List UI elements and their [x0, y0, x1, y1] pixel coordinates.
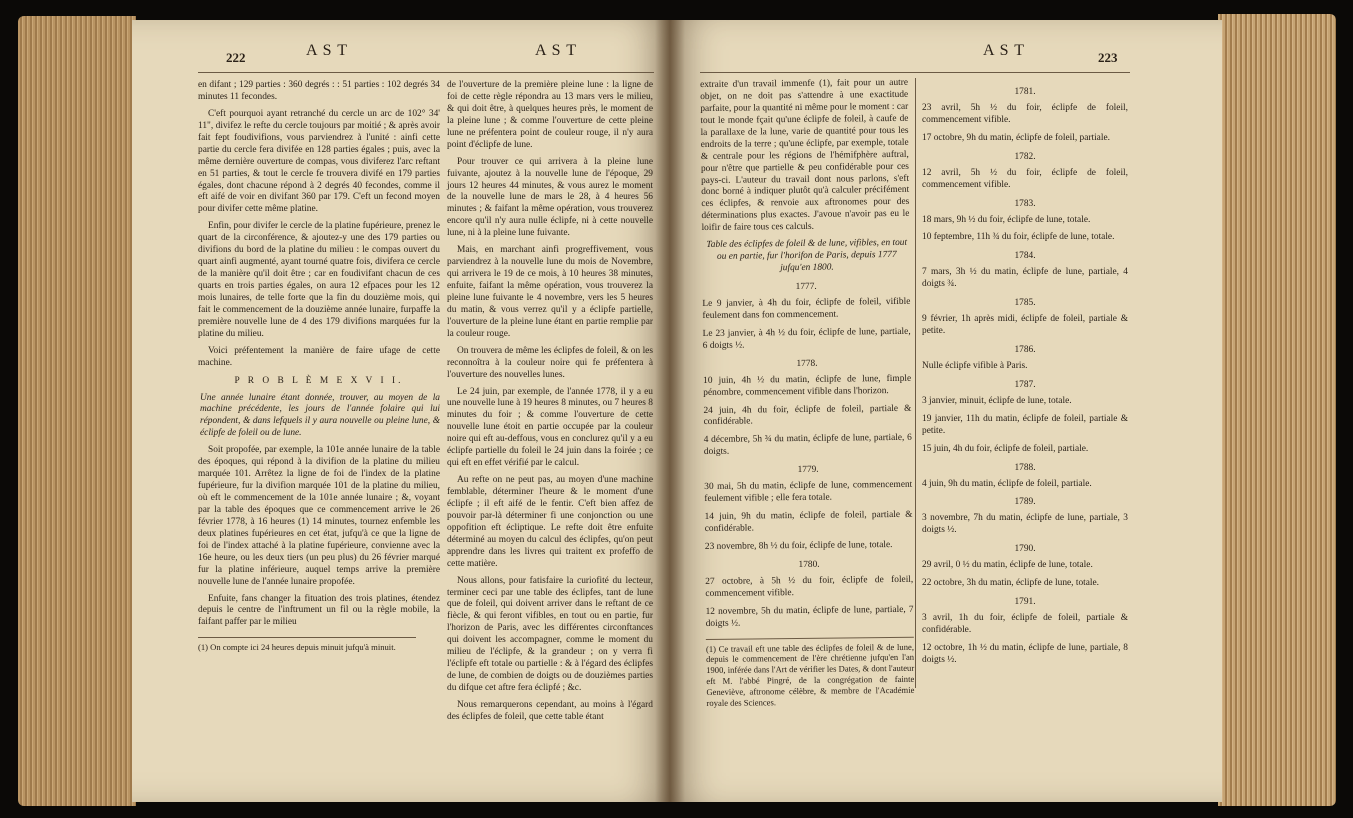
- eclipse-entry: 10 feptembre, 11h ¾ du foir, éclipfe de lune, totale.: [922, 232, 1115, 243]
- problem-title: P R O B L È M E X V I I.: [234, 375, 404, 386]
- eclipse-entry: 23 novembre, 8h ½ du foir, éclipfe de lune, totale.: [704, 539, 893, 552]
- paragraph: Mais, en marchant ainfi progreffivement, vous parviendrez à la nouvelle lune du mois de Novembre, qui arrivera le 19 de ce mois, à 10 heures 38 minutes, enfuite, faifant la même opération, vous trouverez la pleine lune fuivante le 4 novembre, vers les 5 heures du matin, & vous verrez qu'il y a éclipfe partielle, l'ouverture de la pleine lune étant en partie remplie par la couleur rouge.: [447, 245, 653, 339]
- running-header-left: A S T: [306, 42, 349, 59]
- table-year: 1791.: [1014, 597, 1036, 608]
- paragraph: Nous remarquerons cependant, au moins à l'égard des éclipfes de foleil, que cette table étant: [447, 699, 653, 722]
- table-year: 1785.: [1014, 298, 1036, 309]
- eclipse-table-part-1: [702, 281, 914, 631]
- page-edges-right: [1218, 14, 1336, 806]
- eclipse-entry: 12 novembre, 5h du matin, éclipfe de lune, partiale, 7 doigts ½.: [705, 604, 914, 629]
- table-year: 1784.: [1014, 251, 1036, 262]
- paragraph: Nous allons, pour fatisfaire la curiofité du lecteur, terminer ceci par une table des éclipfes, tant de lune que de foleil, qui doivent arriver dans le reftant de ce fiècle, & qui feront vifibles, en tout ou en partie, fur l'horizon de Paris, avec les différentes circonftances qui doivent les accompagner, comme le moment du milieu de l'éclipfe, & la grandeur ; on y verra fi l'éclipfe eft totale ou partielle : & à l'égard des éclipfes de lune, de combien de doigts ou de douzièmes parties du difque cet aftre fera éclipfé ; &c.: [447, 575, 653, 693]
- table-year: 1780.: [798, 559, 820, 570]
- page-edges-left: [18, 16, 136, 806]
- eclipse-entry: 10 juin, 4h ½ du matin, éclipfe de lune, fimple pénombre, commencement vifible dans l'horizon.: [703, 373, 912, 398]
- eclipse-entry: 24 juin, 4h du foir, éclipfe de foleil, partiale & confidérable.: [703, 403, 912, 428]
- right-column-1: [700, 78, 915, 714]
- paragraph: de l'ouverture de la première pleine lune : la ligne de foi de cette règle répondra au 13 mars vers le milieu, & qui doit être, à quelques heures près, le moment de la pleine lune ; & comme l'ouverture de cette pleine lune ne préfentera point de couleur rouge, il n'y aura point d'éclipfe de lune.: [447, 80, 653, 150]
- eclipse-entry: 7 mars, 3h ½ du matin, éclipfe de lune, partiale, 4 doigts ¾.: [922, 267, 1128, 290]
- eclipse-table-part-2: [922, 87, 1128, 667]
- eclipse-entry: 3 novembre, 7h du matin, éclipfe de lune, partiale, 3 doigts ½.: [922, 513, 1128, 536]
- paragraph: Enfin, pour divifer le cercle de la platine fupérieure, prenez le quart de la circonférence, & ajoutez-y une des 179 parties ou divifions du bord de la platine du milieu : le compas ouvert du quart ainfi augmenté, ayant tourné quatre fois, divifera ce cercle de la manière qu'il doit être ; car en foudivifant chacun de ces quarts en trois parties égales, on aura 12 efpaces pour les 12 mois lunaires, de telle forte que la fin du douzième mois, qui fait le commencement de la douzième année lunaire, furpaffe la première nouvelle lune de 4 des 179 divifions marquées fur la platine du milieu.: [198, 221, 440, 339]
- paragraph: Enfuite, fans changer la fituation des trois platines, étendez depuis le centre de l'inftrument un fil ou la règle mobile, la faifant paffer par le milieu: [198, 593, 440, 628]
- eclipse-entry: 18 mars, 9h ½ du foir, éclipfe de lune, totale.: [922, 214, 1091, 225]
- running-header-right: A S T: [983, 42, 1026, 59]
- book-gutter: [655, 20, 685, 802]
- eclipse-entry: 23 avril, 5h ½ du foir, éclipfe de foleil, commencement vifible.: [922, 102, 1128, 125]
- column-divider: [915, 78, 916, 688]
- table-year: 1778.: [796, 358, 818, 369]
- paragraph: Soit propofée, par exemple, la 101e année lunaire de la table des époques, qui répond à la divifion de la platine du milieu marquée 101. Arrêtez la ligne de foi de l'index de la platine fupérieure, fur la divifion marquée 101 de la platine du milieu, où eft le commencement de la 101e année lunaire ; &, voyant par la table des époques que ce commencement arrive le 26 février 1778, à 16 heures (1) 14 minutes, tournez enfemble les deux platines fupérieures en cet état, jufqu'à ce que la ligne de foi de l'index attaché à la platine fupérieure, convienne avec la 16e heure, ou les deux tiers (un peu plus) du 26 février marqué fur la platine inférieure, auquel temps arrive la première nouvelle lune de l'année lunaire propofée.: [198, 445, 440, 587]
- eclipse-entry: 27 octobre, à 5h ½ du foir, éclipfe de foleil, commencement vifible.: [705, 574, 914, 599]
- table-year: 1788.: [1014, 462, 1036, 473]
- eclipse-entry: 22 octobre, 3h du matin, éclipfe de lune, totale.: [922, 578, 1100, 589]
- left-column-2: [447, 80, 653, 729]
- eclipse-entry: 19 janvier, 11h du matin, éclipfe de foleil, partiale & petite.: [922, 413, 1128, 436]
- right-column-2: [922, 80, 1128, 673]
- eclipse-entry: Le 9 janvier, à 4h du foir, éclipfe de foleil, vifible feulement dans fon commencement.: [702, 296, 911, 321]
- eclipse-entry: 12 avril, 5h ½ du foir, éclipfe de foleil, commencement vifible.: [922, 167, 1128, 190]
- eclipse-entry: 29 avril, 0 ½ du matin, éclipfe de lune, totale.: [922, 560, 1093, 571]
- eclipse-entry: 14 juin, 9h du matin, éclipfe de foleil, partiale & confidérable.: [704, 509, 913, 534]
- header-rule-right: [700, 72, 1130, 73]
- table-year: 1786.: [1014, 345, 1036, 355]
- eclipse-entry: 3 janvier, minuit, éclipfe de lune, totale.: [922, 395, 1072, 406]
- left-column-1: [198, 80, 440, 658]
- header-rule-left: [198, 72, 654, 73]
- eclipse-entry: 30 mai, 5h du matin, éclipfe de lune, commencement feulement vifible ; elle fera totale.: [704, 479, 913, 505]
- paragraph: On trouvera de même les éclipfes de foleil, & on les reconnoîtra à la couleur noire qui fe préfentera à l'ouverture des nouvelles lunes.: [447, 345, 653, 380]
- paragraph: Pour trouver ce qui arrivera à la pleine lune fuivante, ajoutez à la nouvelle lune de l'époque, 29 jours 12 heures 44 minutes, & vous aurez le moment de la nouvelle lune de mars le 28, à 4 heures 56 minutes ; & faifant la même opération, vous trouverez encore qu'il n'y aura nulle éclipfe, ni à cette nouvelle lune, ni à la pleine lune fuivante.: [447, 156, 653, 239]
- table-title: Table des éclipfes de foleil & de lune, vifibles, en tout ou en partie, fur l'horifon de Paris, depuis 1777 jufqu'en 1800.: [706, 238, 908, 274]
- table-year: 1790.: [1014, 544, 1036, 555]
- footnote-right: (1) Ce travail eft une table des éclipfes de foleil & de lune, depuis le commencement de l'ère chrétienne jufqu'en l'an 1900, inférée dans l'Art de vérifier les Dates, & dont l'auteur eft M. l'abbé Pingré, de la congrégation de fainte Geneviève, aftronome célèbre, & membre de l'Académie royale des Sciences.: [705, 641, 915, 709]
- eclipse-entry: 4 juin, 9h du matin, éclipfe de foleil, partiale.: [922, 478, 1092, 489]
- table-year: 1789.: [1014, 497, 1036, 508]
- eclipse-entry: 17 octobre, 9h du matin, éclipfe de foleil, partiale.: [922, 132, 1110, 143]
- eclipse-entry: 9 février, 1h après midi, éclipfe de foleil, partiale & petite.: [922, 314, 1128, 337]
- paragraph: Au refte on ne peut pas, au moyen d'une machine femblable, déterminer l'heure & le moment d'une éclipfe ; il eft aifé de le fentir. C'eft bien affez de pouvoir par-là déterminer fi une conjonction ou une oppofition eft écliptique. Le refte doit être enfuite déterminé au moyen du calcul des éclipfes, qu'on peut apprendre dans les livres qui traitent ex profeffo de cette matière.: [447, 475, 653, 569]
- eclipse-entry: Le 23 janvier, à 4h ½ du foir, éclipfe de lune, partiale, 6 doigts ½.: [702, 326, 911, 351]
- running-header-left-col2: A S T: [535, 42, 578, 59]
- page-number-right: 223: [1098, 50, 1118, 65]
- paragraph: Voici préfentement la manière de faire ufage de cette machine.: [198, 345, 440, 368]
- eclipse-entry: 15 juin, 4h du foir, éclipfe de foleil, partiale.: [922, 443, 1089, 454]
- footnote-left: (1) On compte ici 24 heures depuis minuit jufqu'à minuit.: [198, 642, 396, 653]
- table-year: 1782.: [1014, 151, 1036, 162]
- table-year: 1779.: [797, 465, 819, 476]
- table-year: 1783.: [1014, 198, 1036, 209]
- table-year: 1777.: [795, 281, 817, 293]
- paragraph: en difant ; 129 parties : 360 degrés : : 51 parties : 102 degrés 34 minutes 11 fecondes.: [198, 80, 440, 102]
- table-year: 1787.: [1014, 379, 1036, 390]
- eclipse-entry: 12 octobre, 1h ½ du matin, éclipfe de lune, partiale, 8 doigts ½.: [922, 642, 1128, 665]
- table-year: 1781.: [1014, 87, 1036, 97]
- paragraph: Le 24 juin, par exemple, de l'année 1778, il y a eu une nouvelle lune à 19 heures 8 minutes, ou 7 heures 8 minutes du foir ; & comme l'ouverture de cette nouvelle lune étoit en partie occupée par la couleur noire qui eft au-deffous, vous en conclurez qu'il y a eu éclipfe partielle du foleil le 24 juin dans la foirée ; ce qui eft en effet vérifié par le calcul.: [447, 386, 653, 469]
- eclipse-entry: 3 avril, 1h du foir, éclipfe de foleil, partiale & confidérable.: [922, 613, 1128, 635]
- page-number-left: 222: [226, 50, 246, 65]
- paragraph: extraite d'un travail immenfe (1), fait pour un autre objet, on ne doit pas s'attendre à une exactitude parfaite, pour la quantité ni même pour le moment : car tout le monde fçait qu'une éclipfe de foleil, à caufe de la parallaxe de la lune, varie de quantité pour tous les endroits de la terre ; qu'une éclipfe, par exemple, totale & centrale pour les régions de l'hémifphère auftral, pour n'être que partielle & peu confidérable pour ces pays-ci. L'auteur du travail dont nous parlons, s'eft donc borné à indiquer plutôt qu'à calculer précifément ces éclipfes, & renvoie aux aftronomes pour des déterminations plus exactes. J'avoue n'avoir pas eu le loifir de faire tous ces calculs.: [700, 77, 910, 234]
- paragraph: C'eft pourquoi ayant retranché du cercle un arc de 102° 34' 11", divifez le refte du cercle toujours par moitié ; & après avoir fait fept foudivifions, vous parviendrez à l'unité : ainfi cette partie du cercle fera divifée en 128 parties égales ; puis, avec la même dernière ouverture de compas, vous diviferez l'arc reftant en 51 parties, & tout le cercle fe trouvera divifé en 179 parties égales, dont chacune répond à 2 degrés 40 fecondes, comme il eft aifé de voir en divifant 360 par 179. C'eft un fecond moyen pour divifer cette même platine.: [198, 108, 440, 215]
- footnote-rule: [706, 636, 914, 639]
- eclipse-entry: Nulle éclipfe vifible à Paris.: [922, 360, 1028, 371]
- problem-statement: Une année lunaire étant donnée, trouver, au moyen de la machine précédente, les jours de l'année folaire qui lui répondent, & dans lefquels il y aura nouvelle ou pleine lune, & éclipfe de foleil ou de lune.: [200, 392, 440, 439]
- eclipse-entry: 4 décembre, 5h ¾ du matin, éclipfe de lune, partiale, 6 doigts.: [703, 433, 912, 458]
- footnote-rule: [198, 637, 416, 638]
